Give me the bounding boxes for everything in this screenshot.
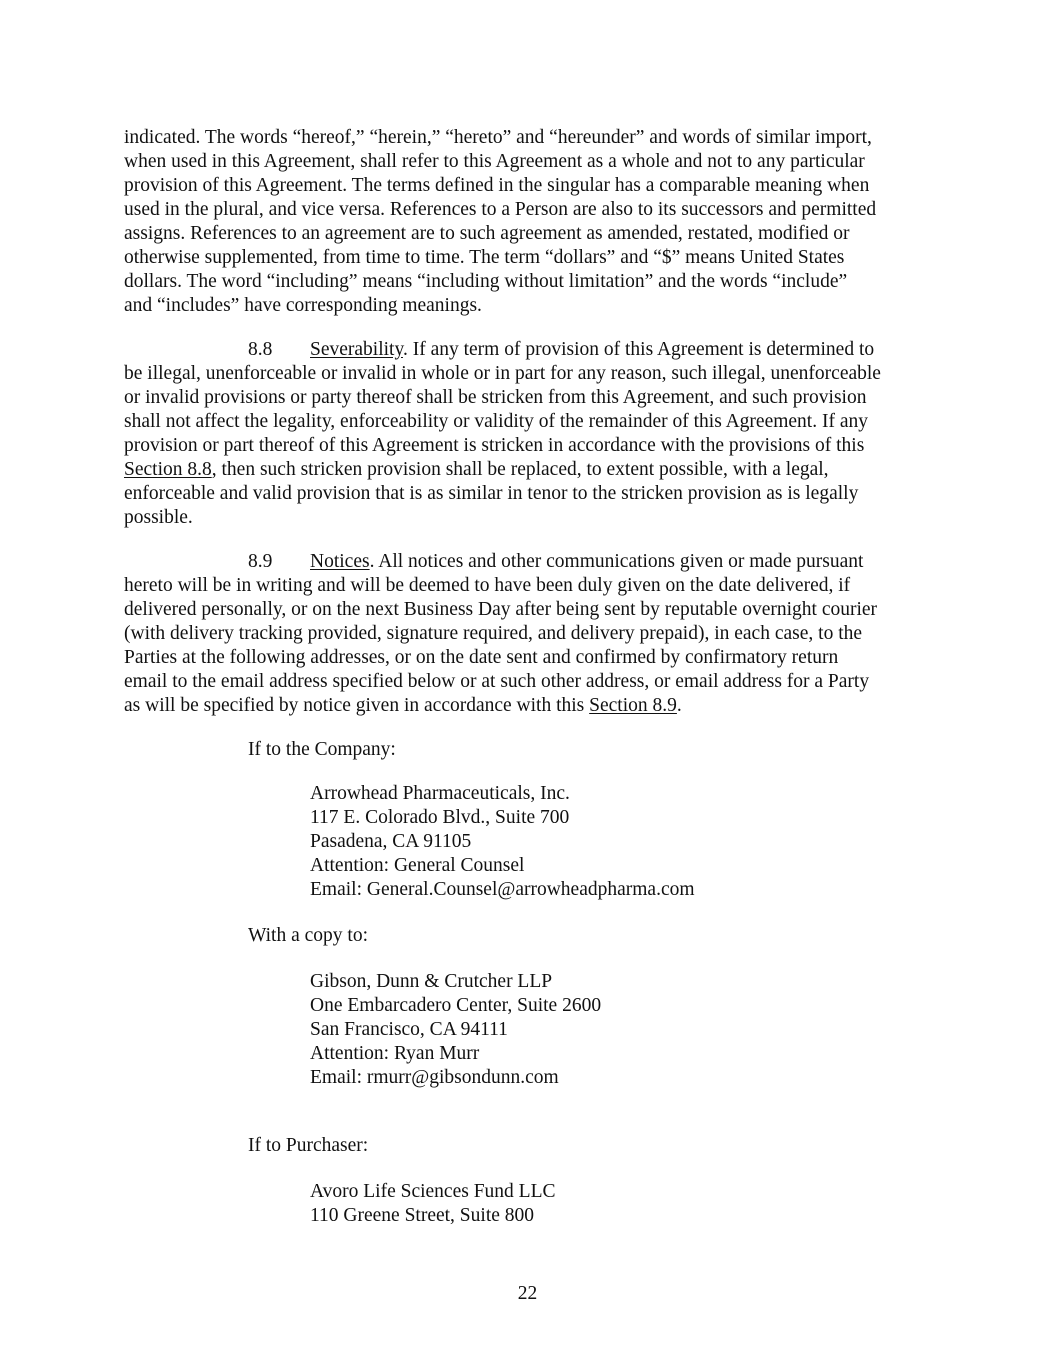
body-text-line: dollars. The word “including” means “including without limitation” and the words “include” bbox=[124, 271, 848, 292]
address-line: San Francisco, CA 94111 bbox=[310, 1019, 508, 1040]
body-text-line: email to the email address specified below or at such other address, or email address for a Party bbox=[124, 671, 870, 692]
section-heading: Severability bbox=[310, 339, 403, 360]
company-notice-label: If to the Company: bbox=[248, 739, 396, 760]
body-text-line: otherwise supplemented, from time to time. The term “dollars” and “$” means United States bbox=[124, 247, 845, 268]
body-text-line: be illegal, unenforceable or invalid in whole or in part for any reason, such illegal, unenforceable bbox=[124, 363, 881, 384]
body-text: as will be specified by notice given in accordance with this bbox=[124, 695, 590, 716]
body-text-line: enforceable and valid provision that is as similar in tenor to the stricken provision as is legally bbox=[124, 483, 859, 504]
address-line: 117 E. Colorado Blvd., Suite 700 bbox=[310, 807, 570, 828]
body-text-line: delivered personally, or on the next Business Day after being sent by reputable overnight courier bbox=[124, 599, 878, 620]
section-number: 8.9 bbox=[248, 551, 273, 572]
address-email-line: Email: General.Counsel@arrowheadpharma.com bbox=[310, 879, 695, 900]
section-cross-reference: Section 8.9 bbox=[589, 695, 677, 716]
address-line: Arrowhead Pharmaceuticals, Inc. bbox=[310, 783, 570, 804]
body-text-line: and “includes” have corresponding meanings. bbox=[124, 295, 482, 316]
body-text: . All notices and other communications given or made pursuant bbox=[369, 551, 864, 572]
body-text-line: or invalid provisions or party thereof shall be stricken from this Agreement, and such provision bbox=[124, 387, 867, 408]
address-line: Pasadena, CA 91105 bbox=[310, 831, 472, 852]
body-text-line: possible. bbox=[124, 507, 193, 528]
section-heading: Notices bbox=[310, 551, 370, 572]
body-text-line: indicated. The words “hereof,” “herein,” “hereto” and “hereunder” and words of similar import, bbox=[124, 127, 872, 148]
copy-notice-label: With a copy to: bbox=[248, 925, 368, 946]
body-text-line bbox=[124, 458, 829, 482]
body-text-line bbox=[124, 694, 682, 718]
body-text-line: Parties at the following addresses, or on the date sent and confirmed by confirmatory return bbox=[124, 647, 839, 668]
body-text-line: provision or part thereof of this Agreement is stricken in accordance with the provisions of this bbox=[124, 435, 865, 456]
address-email-line: Email: rmurr@gibsondunn.com bbox=[310, 1067, 559, 1088]
address-line: Attention: Ryan Murr bbox=[310, 1043, 480, 1064]
body-text-line: hereto will be in writing and will be deemed to have been duly given on the date delivered, if bbox=[124, 575, 851, 596]
purchaser-notice-label: If to Purchaser: bbox=[248, 1135, 369, 1156]
section-cross-reference: Section 8.8 bbox=[124, 459, 212, 480]
body-text-line: (with delivery tracking provided, signature required, and delivery prepaid), in each case, to the bbox=[124, 623, 863, 644]
body-text-line: shall not affect the legality, enforceability or validity of the remainder of this Agreement. If any bbox=[124, 411, 868, 432]
address-line: One Embarcadero Center, Suite 2600 bbox=[310, 995, 602, 1016]
body-text-line: assigns. References to an agreement are to such agreement as amended, restated, modified or bbox=[124, 223, 850, 244]
body-text: . If any term of provision of this Agreement is determined to bbox=[402, 339, 875, 360]
address-line: 110 Greene Street, Suite 800 bbox=[310, 1205, 535, 1226]
page-number: 22 bbox=[517, 1283, 538, 1304]
body-text-line: used in the plural, and vice versa. References to a Person are also to its successors and permitted bbox=[124, 199, 877, 220]
address-line: Gibson, Dunn & Crutcher LLP bbox=[310, 971, 553, 992]
body-text: , then such stricken provision shall be replaced, to extent possible, with a legal, bbox=[211, 459, 829, 480]
address-line: Attention: General Counsel bbox=[310, 855, 525, 876]
body-text-line: provision of this Agreement. The terms defined in the singular has a comparable meaning when bbox=[124, 175, 870, 196]
section-number: 8.8 bbox=[248, 339, 273, 360]
body-text-line: when used in this Agreement, shall refer to this Agreement as a whole and not to any particular bbox=[124, 151, 865, 172]
section-8-8-first-line bbox=[248, 338, 874, 362]
body-text: . bbox=[676, 695, 682, 716]
address-line: Avoro Life Sciences Fund LLC bbox=[310, 1181, 556, 1202]
section-8-9-first-line bbox=[248, 550, 863, 574]
